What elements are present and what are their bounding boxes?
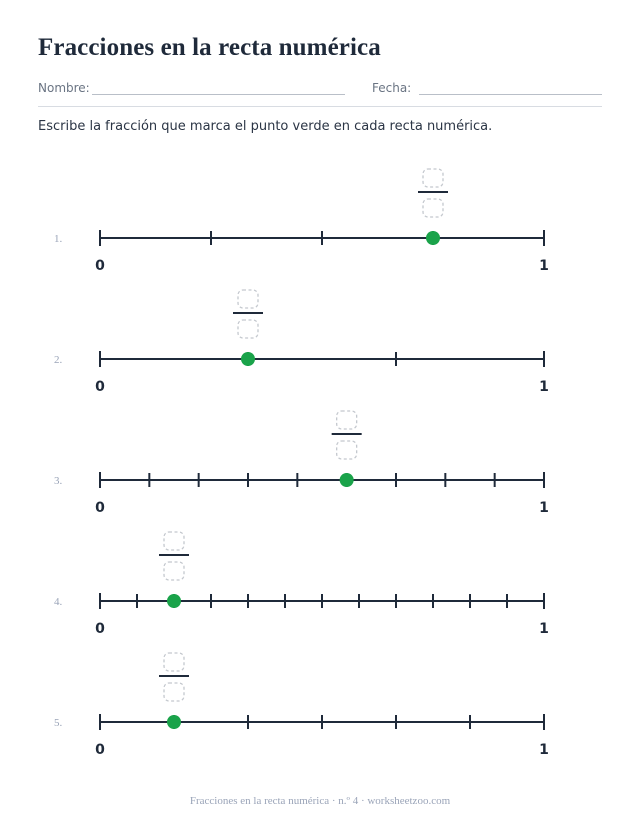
problem-number: 4. [54, 596, 63, 608]
end-label: 1 [539, 621, 549, 637]
denominator-box[interactable] [337, 441, 357, 459]
denominator-box[interactable] [423, 199, 443, 217]
number-line-4 [54, 532, 549, 637]
start-label: 0 [95, 379, 105, 395]
green-point [167, 715, 181, 729]
numerator-box[interactable] [423, 169, 443, 187]
numerator-box[interactable] [337, 411, 357, 429]
name-label: Nombre: [38, 81, 90, 95]
end-label: 1 [539, 742, 549, 758]
start-label: 0 [95, 258, 105, 274]
problem-number: 5. [54, 717, 63, 729]
number-line-5 [54, 653, 549, 758]
green-point [241, 352, 255, 366]
end-label: 1 [539, 500, 549, 516]
start-label: 0 [95, 621, 105, 637]
problem-number: 3. [54, 475, 63, 487]
page-title: Fracciones en la recta numérica [38, 34, 381, 61]
number-line-1 [54, 169, 549, 274]
instructions-text: Escribe la fracción que marca el punto verde en cada recta numérica. [38, 119, 493, 134]
green-point [340, 473, 354, 487]
date-label: Fecha: [372, 81, 412, 95]
green-point [167, 594, 181, 608]
denominator-box[interactable] [164, 683, 184, 701]
problem-number: 1. [54, 233, 63, 245]
number-line-3 [54, 411, 549, 516]
start-label: 0 [95, 742, 105, 758]
page-footer: Fracciones en la recta numérica · n.º 4 · worksheetzoo.com [189, 795, 451, 807]
problem-number: 2. [54, 354, 63, 366]
numerator-box[interactable] [164, 532, 184, 550]
denominator-box[interactable] [164, 562, 184, 580]
green-point [426, 231, 440, 245]
end-label: 1 [539, 258, 549, 274]
start-label: 0 [95, 500, 105, 516]
denominator-box[interactable] [238, 320, 258, 338]
numerator-box[interactable] [238, 290, 258, 308]
numerator-box[interactable] [164, 653, 184, 671]
end-label: 1 [539, 379, 549, 395]
number-line-2 [54, 290, 549, 395]
